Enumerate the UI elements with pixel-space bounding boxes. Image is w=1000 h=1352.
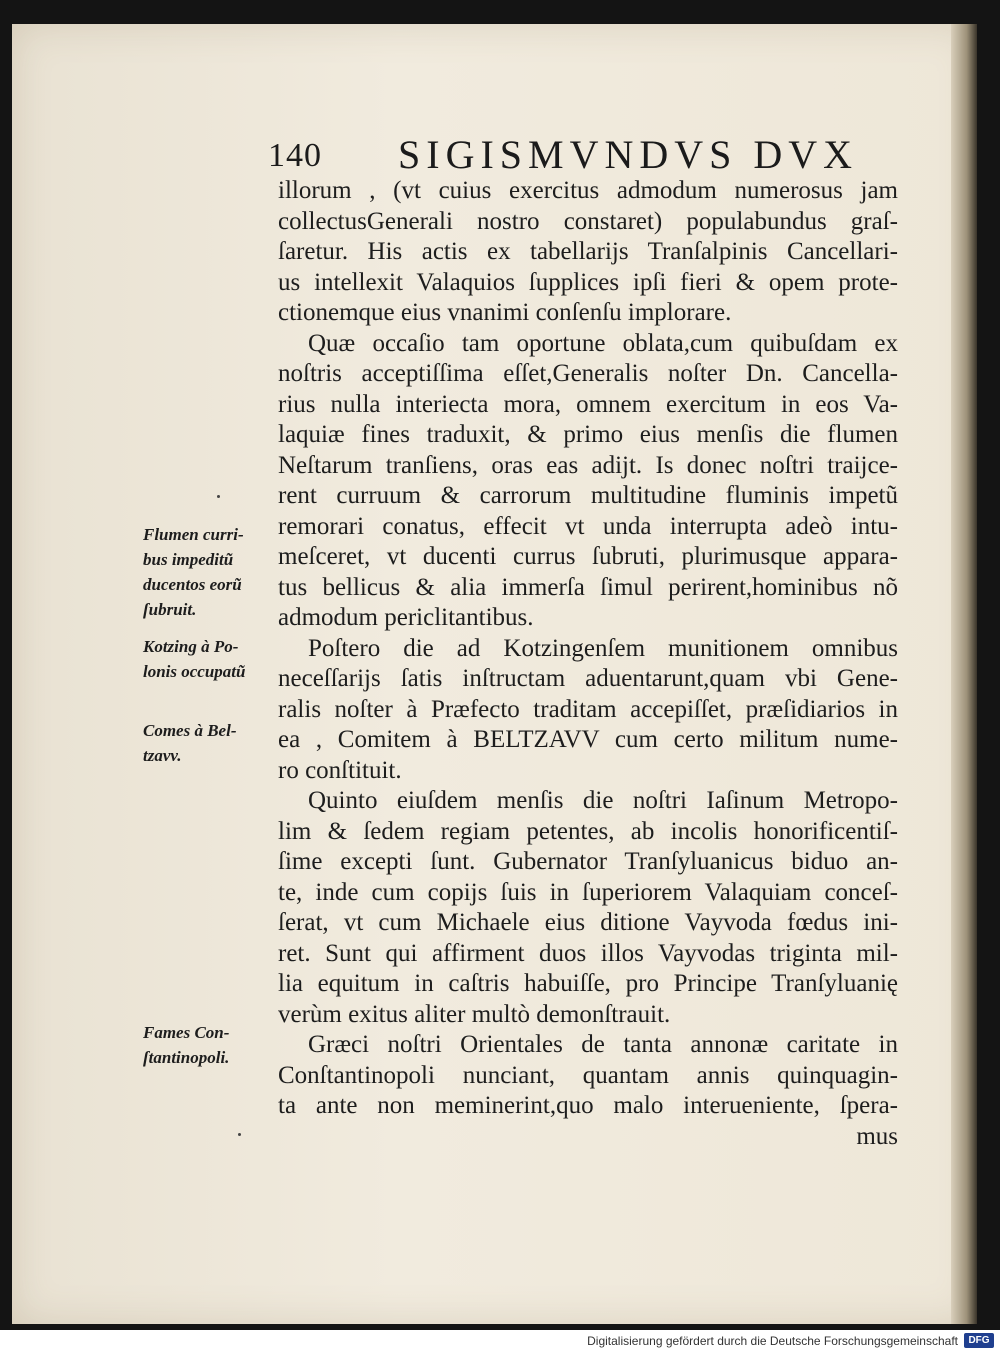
body-text: [278, 176, 898, 1152]
funding-credit: Digitalisierung gefördert durch die Deutsche Forschungsgemeinschaft: [587, 1334, 958, 1348]
margin-note-line: Fames Con-: [143, 1023, 230, 1042]
text-line: us intellexit Valaquios ſupplices ipſi fieri & opem prote-: [278, 268, 898, 296]
margin-note-line: Flumen curri-: [143, 525, 244, 544]
text-line: ſaretur. His actis ex tabellarijs Tranſalpinis Cancellari-: [278, 238, 898, 265]
margin-note-kotzing: [143, 634, 268, 684]
text-line: ret. Sunt qui affirment duos illos Vayvodas triginta mil-: [278, 939, 898, 967]
text-line: ta ante non meminerint,quo malo interueniente, ſpera-: [278, 1092, 898, 1119]
margin-note-line: ſtantinopoli.: [143, 1048, 230, 1067]
text-line: ro conſtituit.: [278, 756, 402, 784]
text-line: neceſſarijs ſatis inſtructam aduentarunt,quam vbi Gene-: [278, 665, 898, 692]
margin-note-flood: [143, 522, 268, 622]
text-line: Quinto eiuſdem menſis die noſtri Iaſinum Metropo-: [308, 787, 898, 814]
text-line: meſceret, vt ducenti currus ſubruti, plurimusque appara-: [278, 543, 898, 570]
text-line: Neſtarum tranſiens, oras eas adijt. Is donec noſtri traijce-: [278, 451, 898, 479]
text-line: rent curruum & carrorum multitudine fluminis impetũ: [278, 482, 898, 509]
margin-note-line: ducentos eorũ: [143, 575, 242, 594]
text-line: laquiæ fines traduxit, & primo eius menſis die flumen: [278, 421, 898, 448]
running-title: SIGISMVNDVS DVX: [398, 132, 859, 177]
book-spine-shadow: [951, 24, 977, 1324]
margin-note-line: Kotzing à Po-: [143, 637, 239, 656]
margin-note-fames: [143, 1020, 268, 1070]
text-line: ralis noſter à Præfecto traditam accepiſſet, præſidiarios in: [278, 695, 898, 723]
text-line: collectusGenerali nostro constaret) populabundus graſ-: [278, 207, 898, 235]
text-line: ſime excepti ſunt. Gubernator Tranſyluanicus biduo an-: [278, 848, 898, 875]
margin-note-line: ſubruit.: [143, 600, 197, 619]
text-line: Quæ occaſio tam oportune oblata,cum quibuſdam ex: [308, 329, 898, 357]
text-line: rius nulla interiecta mora, omnem exercitum in eos Va-: [278, 390, 898, 418]
text-line: Græci noſtri Orientales de tanta annonæ caritate in: [308, 1031, 898, 1058]
text-line: te, inde cum copijs ſuis in ſuperiorem Valaquiam conceſ-: [278, 878, 898, 906]
margin-note-line: bus impeditũ: [143, 550, 234, 569]
text-line: ea , Comitem à BELTZAVV cum certo militum nume-: [278, 726, 898, 753]
dfg-logo-icon[interactable]: DFG: [964, 1333, 994, 1348]
text-line: Poſtero die ad Kotzingenſem munitionem omnibus: [308, 634, 898, 662]
text-line: lia equitum in caſtris habuiſſe, pro Principe Tranſyluanię: [278, 970, 898, 997]
margin-note-comes: [143, 718, 268, 768]
footer-bar: [0, 1330, 1000, 1352]
catchword: mus: [856, 1122, 898, 1150]
ink-speck: [217, 495, 220, 498]
text-line: Conſtantinopoli nunciant, quantam annis quinquagin-: [278, 1061, 898, 1089]
text-line: lim & ſedem regiam petentes, ab incolis honorificentiſ-: [278, 817, 898, 845]
text-line: ctionemque eius vnanimi conſenſu implorare.: [278, 299, 732, 326]
text-line: ſerat, vt cum Michaele eius ditione Vayvoda fœdus ini-: [278, 909, 898, 936]
margin-note-line: tzavv.: [143, 746, 182, 765]
margin-note-line: Comes à Bel-: [143, 721, 237, 740]
text-line: verùm exitus aliter multò demonſtrauit.: [278, 1000, 671, 1028]
page-number: 140: [268, 137, 322, 174]
text-line: illorum , (vt cuius exercitus admodum numerosus jam: [278, 177, 898, 204]
margin-note-line: lonis occupatũ: [143, 662, 246, 681]
text-line: noſtris acceptiſſima eſſet,Generalis noſter Dn. Cancella-: [278, 360, 898, 387]
ink-speck: [238, 1133, 241, 1136]
text-line: admodum periclitantibus.: [278, 604, 534, 631]
text-line: tus bellicus & alia immerſa ſimul perirent,hominibus nõ: [278, 573, 898, 601]
text-line: remorari conatus, effecit vt unda interrupta adeò intu-: [278, 512, 898, 540]
